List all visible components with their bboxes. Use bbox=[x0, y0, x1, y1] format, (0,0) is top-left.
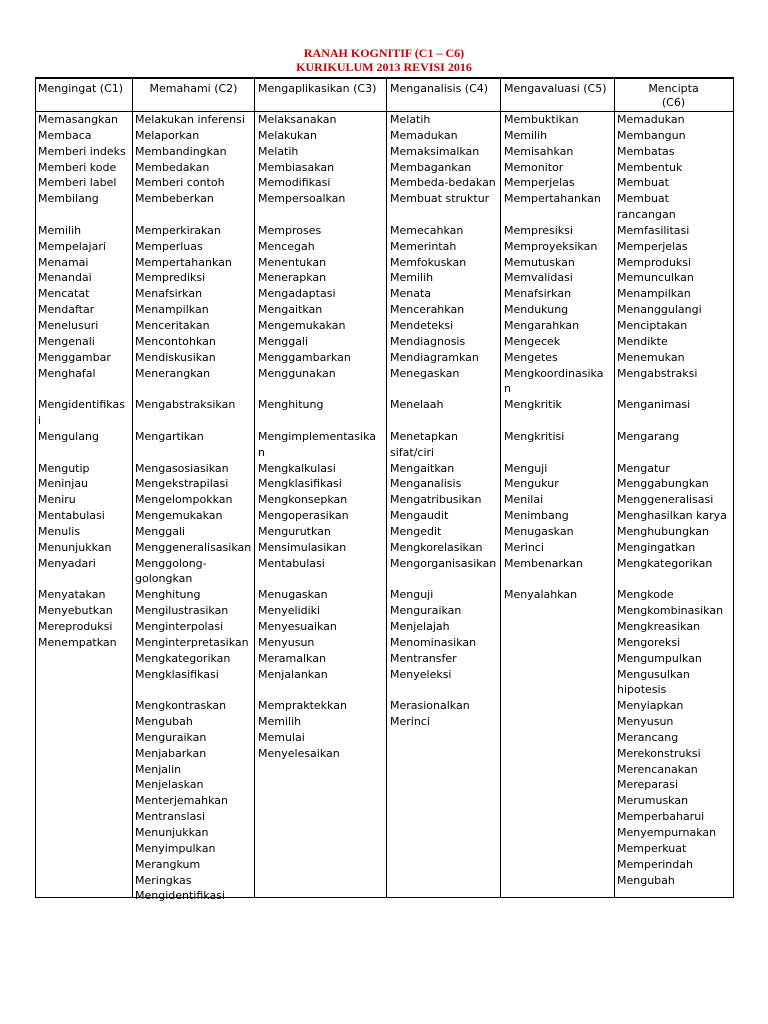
column-c2-verbs bbox=[135, 112, 256, 904]
verb-item: Memberi kode bbox=[38, 160, 117, 174]
verb-item: Merangkum bbox=[135, 857, 201, 871]
column-header-c4: Menganalisis (C4) bbox=[390, 82, 489, 95]
verb-item bbox=[390, 682, 502, 698]
verb-item bbox=[135, 413, 256, 429]
verb-item: Mengkorelasikan bbox=[390, 540, 483, 554]
verb-item: Mengatribusikan bbox=[390, 493, 482, 507]
verb-item: Membandingkan bbox=[135, 144, 227, 158]
verb-item: Mempersoalkan bbox=[258, 192, 346, 206]
verb-item: Menerangkan bbox=[135, 366, 211, 380]
verb-item: Menjelajah bbox=[390, 620, 450, 633]
verb-item: Memperluas bbox=[135, 239, 203, 253]
verb-item: Mempertahankan bbox=[504, 192, 601, 206]
verb-item bbox=[390, 381, 502, 397]
verb-item: Menghitung bbox=[135, 588, 201, 602]
verb-item: Mengoperasikan bbox=[258, 509, 349, 523]
verb-item: Menyesuaikan bbox=[258, 620, 337, 633]
verb-item: Mendikte bbox=[617, 334, 668, 348]
verb-item: Meringkas bbox=[135, 873, 192, 887]
verb-item: Menempatkan bbox=[38, 635, 117, 649]
verb-item: Mengabstraksikan bbox=[135, 398, 236, 412]
verb-item: Menominasikan bbox=[390, 635, 477, 649]
verb-item: Membuktikan bbox=[504, 113, 579, 126]
table-border-left bbox=[35, 77, 36, 898]
verb-item: Memerintah bbox=[390, 239, 457, 253]
verb-item: Menyelesaikan bbox=[258, 746, 340, 760]
verb-item: Mengelompokkan bbox=[135, 493, 233, 507]
verb-item: Merekonstruksi bbox=[617, 746, 701, 760]
verb-item bbox=[390, 207, 502, 223]
verb-item: Menemukan bbox=[617, 350, 685, 364]
verb-item: Menugaskan bbox=[504, 524, 574, 538]
verb-item: Menyeleksi bbox=[390, 667, 452, 681]
verb-item bbox=[258, 682, 388, 698]
verb-item: Menyalahkan bbox=[504, 588, 578, 602]
verb-item: Melaporkan bbox=[135, 128, 200, 142]
verb-item: Menjabarkan bbox=[135, 746, 207, 760]
verb-item: Memilih bbox=[504, 128, 548, 142]
verb-item: Menghitung bbox=[258, 398, 324, 412]
verb-item: Mengedit bbox=[390, 524, 442, 538]
verb-item: Memulai bbox=[258, 730, 305, 744]
verb-item: Memproses bbox=[258, 223, 322, 237]
verb-item: Mengarang bbox=[617, 429, 680, 443]
verb-item: Memperkuat bbox=[617, 841, 687, 855]
column-c1-verbs bbox=[38, 112, 132, 651]
verb-item: Menampilkan bbox=[617, 287, 691, 301]
verb-item: Mentabulasi bbox=[38, 509, 105, 523]
verb-item: Mengemukakan bbox=[135, 509, 223, 523]
verb-item: Mencegah bbox=[258, 239, 315, 253]
verb-item: Mendaftar bbox=[38, 303, 95, 317]
verb-item: Membiasakan bbox=[258, 160, 335, 174]
verb-item: Menilai bbox=[504, 493, 544, 507]
verb-item: Memilih bbox=[38, 223, 82, 237]
verb-item: Mengubah bbox=[135, 715, 193, 729]
verb-item: Menjalin bbox=[135, 762, 182, 776]
verb-item: Mempresiksi bbox=[504, 223, 573, 237]
verb-item: Menganalisis bbox=[390, 477, 462, 491]
verb-item: Mengadaptasi bbox=[258, 287, 336, 301]
verb-item: Mengarahkan bbox=[504, 318, 580, 332]
column-header-c6: Mencipta (C6) bbox=[648, 82, 699, 109]
verb-item: Menyebutkan bbox=[38, 604, 113, 618]
verb-item: Mencatat bbox=[38, 287, 90, 301]
column-c4-verbs bbox=[390, 112, 502, 730]
verb-item: Menunjukkan bbox=[38, 540, 112, 554]
verb-item: Memperjelas bbox=[504, 176, 575, 190]
verb-item: Menghubungkan bbox=[617, 524, 709, 538]
verb-item: Membedakan bbox=[135, 160, 210, 174]
verb-item: Melatih bbox=[258, 144, 299, 158]
verb-item: Menyiapkan bbox=[617, 699, 684, 713]
verb-item: Merinci bbox=[390, 715, 430, 729]
column-divider bbox=[132, 77, 133, 898]
verb-item: Menafsirkan bbox=[135, 287, 203, 301]
verb-item bbox=[258, 207, 388, 223]
verb-item: Merasionalkan bbox=[390, 699, 470, 713]
verb-item bbox=[504, 207, 616, 223]
verb-item: n bbox=[258, 445, 265, 459]
verb-item: Memperbaharui bbox=[617, 810, 705, 824]
verb-item: Memproduksi bbox=[617, 255, 692, 269]
verb-item: Menghafal bbox=[38, 366, 96, 380]
verb-item bbox=[504, 445, 616, 461]
verb-item: Menggali bbox=[135, 524, 186, 538]
verb-item bbox=[258, 381, 388, 397]
verb-item: Menjelaskan bbox=[135, 778, 204, 792]
verb-item: Menggeneralisasikan bbox=[135, 540, 252, 554]
verb-item: Mengimplementasika bbox=[258, 429, 377, 443]
verb-item bbox=[38, 571, 132, 587]
verb-item: Mengukur bbox=[504, 477, 559, 491]
verb-item: Merencanakan bbox=[617, 762, 698, 776]
verb-item: Menentukan bbox=[258, 255, 327, 269]
verb-item: Membuat bbox=[617, 192, 669, 206]
verb-item: Menyusun bbox=[617, 715, 674, 729]
verb-item: Menyimpulkan bbox=[135, 841, 216, 855]
verb-item: rancangan bbox=[617, 208, 676, 222]
verb-item bbox=[38, 207, 132, 223]
verb-item: Mengaitkan bbox=[390, 461, 455, 475]
verb-item bbox=[135, 381, 256, 397]
verb-item: Mempraktekkan bbox=[258, 699, 347, 713]
verb-item: Memodifikasi bbox=[258, 176, 331, 190]
verb-item bbox=[135, 207, 256, 223]
verb-item: Mengkode bbox=[617, 588, 674, 602]
verb-item: Membeberkan bbox=[135, 192, 214, 206]
verb-item: Menafsirkan bbox=[504, 287, 572, 301]
verb-item: Mengkreasikan bbox=[617, 620, 701, 633]
verb-item: Membaca bbox=[38, 128, 92, 142]
verb-item: Menerapkan bbox=[258, 271, 327, 285]
verb-item bbox=[38, 445, 132, 461]
verb-item: Mengingatkan bbox=[617, 540, 696, 554]
verb-item: Mengoreksi bbox=[617, 635, 681, 649]
verb-item: Mendeteksi bbox=[390, 318, 454, 332]
verb-item: Membentuk bbox=[617, 160, 683, 174]
verb-item: Membeda-bedakan bbox=[390, 176, 496, 190]
verb-item: Menceritakan bbox=[135, 318, 210, 332]
verb-item: Mengkalkulasi bbox=[258, 461, 336, 475]
verb-item: Menandai bbox=[38, 271, 92, 285]
verb-item: Mengaudit bbox=[390, 509, 449, 523]
verb-item: Memproyeksikan bbox=[504, 239, 598, 253]
verb-item: hipotesis bbox=[617, 683, 667, 697]
verb-item: Meniru bbox=[38, 493, 76, 507]
verb-item: Mengklasifikasi bbox=[135, 667, 219, 681]
verb-item: Memperjelas bbox=[617, 239, 688, 253]
verb-item: Mengusulkan bbox=[617, 667, 690, 681]
verb-item: Meramalkan bbox=[258, 651, 326, 665]
column-header-c3: Mengaplikasikan (C3) bbox=[258, 82, 377, 95]
verb-item: Menyadari bbox=[38, 556, 96, 570]
verb-item: Mengkritik bbox=[504, 398, 562, 412]
verb-item bbox=[135, 682, 256, 698]
verb-item: Menganimasi bbox=[617, 398, 691, 412]
verb-item: Mengenali bbox=[38, 334, 95, 348]
verb-item: Mengorganisasikan bbox=[390, 556, 497, 570]
verb-item: Memperkirakan bbox=[135, 223, 221, 237]
verb-item: Menetapkan bbox=[390, 429, 458, 443]
document-subtitle: KURIKULUM 2013 REVISI 2016 bbox=[296, 60, 472, 74]
verb-item: Mencontohkan bbox=[135, 334, 216, 348]
verb-item: Menimbang bbox=[504, 509, 569, 523]
verb-item: Memasangkan bbox=[38, 113, 119, 126]
verb-item: Menegaskan bbox=[390, 366, 460, 380]
verb-item: Menguraikan bbox=[390, 604, 462, 618]
verb-item: Menggambar bbox=[38, 350, 111, 364]
verb-item: Memilih bbox=[258, 715, 302, 729]
verb-item: Mengkontraskan bbox=[135, 699, 227, 713]
verb-item: Membatas bbox=[617, 144, 675, 158]
verb-item: Melakukan inferensi bbox=[135, 113, 245, 126]
verb-item: Mentranslasi bbox=[135, 810, 206, 824]
verb-item: Menguji bbox=[390, 588, 434, 602]
verb-item: Menginterpretasikan bbox=[135, 635, 249, 649]
verb-item: Mengkonsepkan bbox=[258, 493, 348, 507]
verb-item: Menyelidiki bbox=[258, 604, 321, 618]
verb-item bbox=[617, 381, 734, 397]
verb-item: Mengekstrapilasi bbox=[135, 477, 229, 491]
verb-item: Merancang bbox=[617, 730, 679, 744]
verb-item: Mengilustrasikan bbox=[135, 604, 229, 618]
verb-item: Memberi contoh bbox=[135, 176, 225, 190]
verb-item: Membagankan bbox=[390, 160, 472, 174]
verb-item: n bbox=[504, 382, 511, 396]
column-c6-verbs bbox=[617, 112, 734, 888]
verb-item: Mempelajari bbox=[38, 239, 106, 253]
verb-item: Mengkategorikan bbox=[617, 556, 713, 570]
verb-item: Menata bbox=[390, 287, 432, 301]
verb-item: Menunjukkan bbox=[135, 825, 209, 839]
verb-item: Menulis bbox=[38, 524, 81, 538]
verb-item: Menyatakan bbox=[38, 588, 106, 602]
verb-item: Menggambarkan bbox=[258, 350, 351, 364]
verb-item: Mensimulasikan bbox=[258, 540, 347, 554]
verb-item: Mereproduksi bbox=[38, 620, 113, 633]
verb-item bbox=[617, 413, 734, 429]
verb-item: Mendiagramkan bbox=[390, 350, 479, 364]
verb-item: Memberi label bbox=[38, 176, 117, 190]
verb-item: Mendukung bbox=[504, 303, 569, 317]
verb-item: Mengasosiasikan bbox=[135, 461, 229, 475]
verb-item: Menamai bbox=[38, 255, 89, 269]
verb-item: Memadukan bbox=[617, 113, 685, 126]
verb-item: Memisahkan bbox=[504, 144, 574, 158]
verb-item: Membuat struktur bbox=[390, 192, 490, 206]
verb-item bbox=[504, 571, 616, 587]
verb-item: Mengatur bbox=[617, 461, 670, 475]
verb-item: Mengkategorikan bbox=[135, 651, 231, 665]
verb-item bbox=[390, 413, 502, 429]
verb-item: Mengartikan bbox=[135, 429, 204, 443]
verb-item: Memonitor bbox=[504, 160, 564, 174]
verb-item: Mentabulasi bbox=[258, 556, 325, 570]
verb-item: Mempertahankan bbox=[135, 255, 232, 269]
verb-item: Menyempurnakan bbox=[617, 825, 717, 839]
verb-item: Mengumpulkan bbox=[617, 651, 702, 665]
verb-item: Menugaskan bbox=[258, 588, 328, 602]
verb-item: Menggabungkan bbox=[617, 477, 709, 491]
verb-item: Menterjemahkan bbox=[135, 794, 228, 808]
verb-item: Mentransfer bbox=[390, 651, 457, 665]
table-border-top bbox=[35, 77, 734, 79]
verb-item: i bbox=[38, 414, 42, 428]
verb-item bbox=[617, 445, 734, 461]
verb-item: Merinci bbox=[504, 540, 544, 554]
verb-item bbox=[258, 413, 388, 429]
verb-item: Menelusuri bbox=[38, 318, 99, 332]
verb-item: Menguraikan bbox=[135, 730, 207, 744]
verb-item: Memilih bbox=[390, 271, 434, 285]
verb-item: Melakukan bbox=[258, 128, 317, 142]
verb-item: Mengutip bbox=[38, 461, 90, 475]
verb-item: Membangun bbox=[617, 128, 686, 142]
column-c5-verbs bbox=[504, 112, 616, 603]
verb-item: Mengabstraksi bbox=[617, 366, 698, 380]
verb-item: Melatih bbox=[390, 113, 431, 126]
verb-item: Mendiskusikan bbox=[135, 350, 216, 364]
verb-item: Mengemukakan bbox=[258, 318, 346, 332]
verb-item: Memperindah bbox=[617, 857, 693, 871]
verb-item: Memberi indeks bbox=[38, 144, 126, 158]
verb-item: Menelaah bbox=[390, 398, 444, 412]
verb-item bbox=[617, 571, 734, 587]
verb-item: Mengurutkan bbox=[258, 524, 331, 538]
verb-item: Memadukan bbox=[390, 128, 458, 142]
verb-item: Menginterpolasi bbox=[135, 620, 224, 633]
column-header-c5: Mengavaluasi (C5) bbox=[504, 82, 607, 95]
verb-item: Memfasilitasi bbox=[617, 223, 690, 237]
verb-item bbox=[258, 571, 388, 587]
verb-item: Memprediksi bbox=[135, 271, 206, 285]
verb-item: Mengaitkan bbox=[258, 303, 323, 317]
verb-item: Menggeneralisasi bbox=[617, 493, 714, 507]
verb-item: Mengidentifikasi bbox=[135, 889, 225, 903]
verb-item: Memfokuskan bbox=[390, 255, 467, 269]
verb-item: Menggolong- bbox=[135, 556, 207, 570]
verb-item: Mendiagnosis bbox=[390, 334, 466, 348]
column-header-c2: Memahami (C2) bbox=[149, 82, 238, 95]
verb-item: Meninjau bbox=[38, 477, 89, 491]
verb-item: Mencerahkan bbox=[390, 303, 465, 317]
verb-item: Menggunakan bbox=[258, 366, 336, 380]
verb-item: Memvalidasi bbox=[504, 271, 573, 285]
verb-item: Membilang bbox=[38, 192, 99, 206]
verb-item: Merumuskan bbox=[617, 794, 689, 808]
verb-item: Menanggulangi bbox=[617, 303, 702, 317]
verb-item: Mengecek bbox=[504, 334, 561, 348]
verb-item: Menyusun bbox=[258, 635, 315, 649]
verb-item: Menggali bbox=[258, 334, 309, 348]
verb-item: Mengklasifikasi bbox=[258, 477, 342, 491]
verb-item: Memunculkan bbox=[617, 271, 694, 285]
verb-item: Menjalankan bbox=[258, 667, 328, 681]
verb-item: Mengkritisi bbox=[504, 429, 565, 443]
column-header-c1: Mengingat (C1) bbox=[38, 82, 124, 95]
verb-item: sifat/ciri bbox=[390, 445, 435, 459]
verb-item: Melaksanakan bbox=[258, 113, 337, 126]
verb-item bbox=[504, 413, 616, 429]
verb-item: Memutuskan bbox=[504, 255, 575, 269]
document-title: RANAH KOGNITIF (C1 – C6) bbox=[303, 46, 465, 60]
verb-item: Mengulang bbox=[38, 429, 99, 443]
verb-item: Mengubah bbox=[617, 873, 675, 887]
verb-item: Mereparasi bbox=[617, 778, 679, 792]
verb-item: Membenarkan bbox=[504, 556, 583, 570]
verb-item: Menghasilkan karya bbox=[617, 509, 727, 523]
verb-item: Menguji bbox=[504, 461, 548, 475]
verb-item: Memecahkan bbox=[390, 223, 464, 237]
verb-item: Menampilkan bbox=[135, 303, 209, 317]
verb-item bbox=[135, 445, 256, 461]
verb-item bbox=[390, 571, 502, 587]
verb-item: Mengidentifikas bbox=[38, 398, 125, 412]
verb-item: Mengkombinasikan bbox=[617, 604, 724, 618]
verb-item: Mengkoordinasika bbox=[504, 366, 604, 380]
verb-item: Memaksimalkan bbox=[390, 144, 480, 158]
verb-item bbox=[38, 381, 132, 397]
column-c3-verbs bbox=[258, 112, 388, 762]
verb-item: Mengetes bbox=[504, 350, 558, 364]
verb-item: Menciptakan bbox=[617, 318, 688, 332]
verb-item: Membuat bbox=[617, 176, 669, 190]
verb-item: golongkan bbox=[135, 572, 193, 586]
